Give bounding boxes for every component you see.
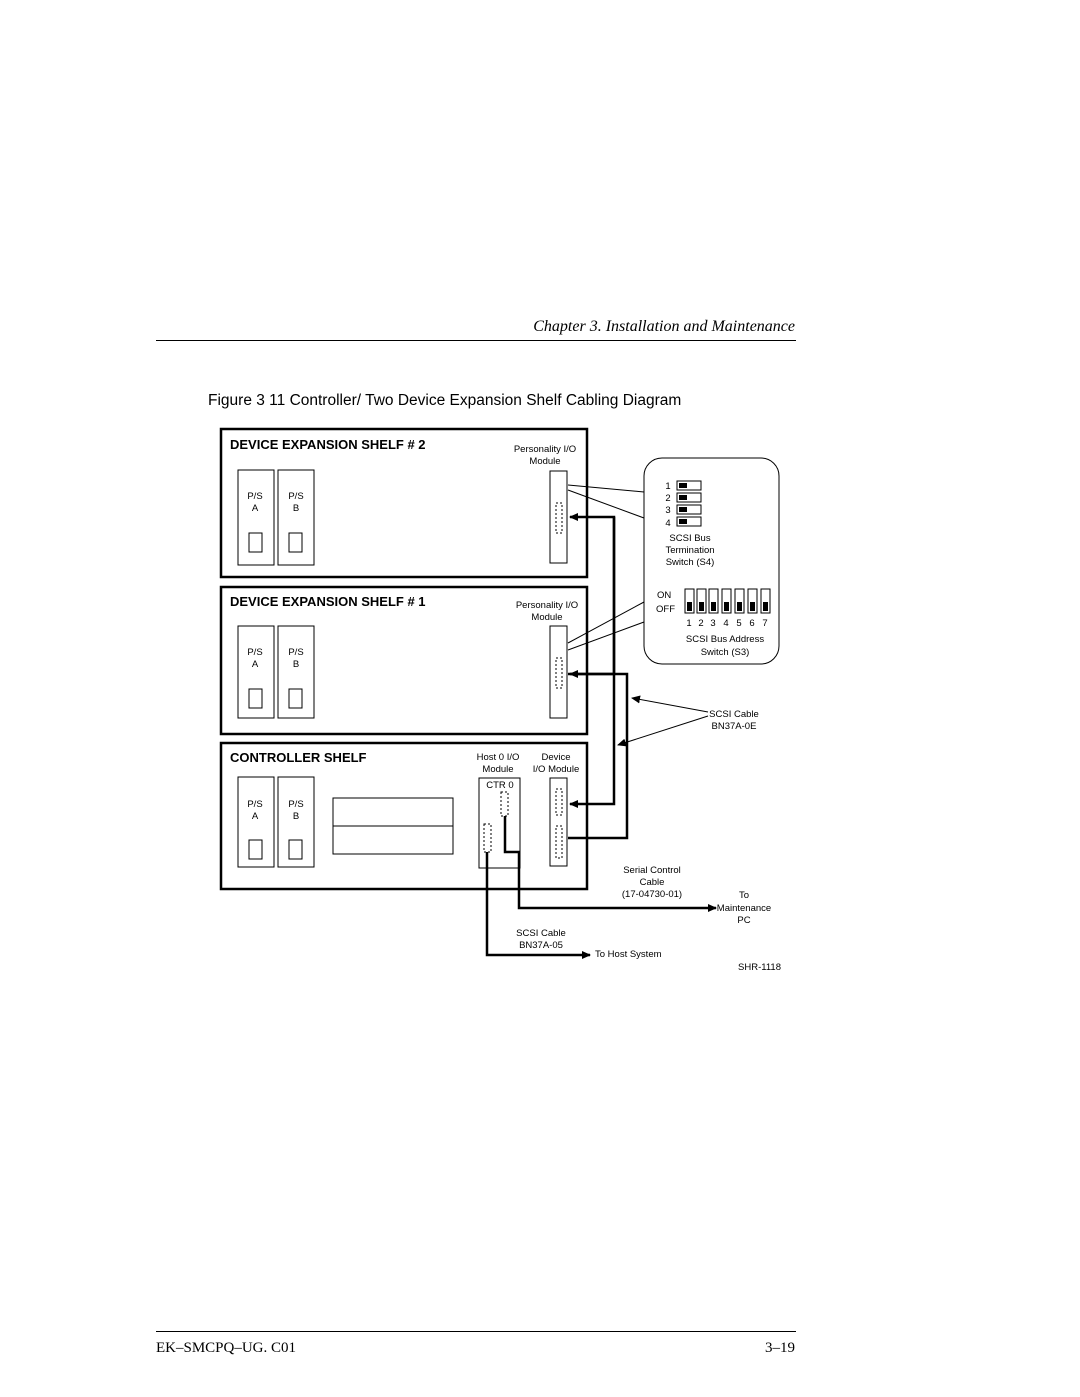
shelf-1-psu-a (238, 626, 274, 718)
s4-switch-number: 2 (665, 493, 671, 504)
page-number: 3–19 (765, 1340, 795, 1356)
s3-switch-number: 1 (686, 618, 692, 629)
doc-number: EK–SMCPQ–UG. C01 (156, 1340, 297, 1356)
controller-psu-a (238, 777, 274, 867)
power-socket-icon (249, 840, 262, 859)
psu-label: P/S (288, 799, 304, 810)
psu-label: P/S (247, 799, 263, 810)
power-socket-icon (289, 840, 302, 859)
shelf-1-title: DEVICE EXPANSION SHELF # 1 (230, 594, 426, 609)
psu-label: B (292, 503, 300, 514)
s4-switch-number: 4 (665, 518, 671, 529)
s3-switch-number: 3 (710, 618, 716, 629)
psu-label: B (292, 659, 300, 670)
scsi-cable-0e-label: SCSI Cable (709, 709, 759, 720)
scsi-cable-callout-line (632, 698, 708, 712)
scsi-cable-05-label: SCSI Cable (516, 928, 566, 939)
scsi-cable-shelf1-to-shelf2 (568, 517, 614, 674)
figure-id: SHR-1118 (738, 962, 781, 973)
s4-label: Termination (665, 545, 715, 556)
to-maintenance-pc-label: Maintenance (716, 903, 772, 914)
psu-label: A (251, 659, 259, 670)
serial-cable-label: Serial Control (623, 865, 681, 876)
shelf-2-personality-module (550, 471, 567, 563)
s3-label: SCSI Bus Address (685, 634, 765, 645)
callout-leader (568, 602, 644, 643)
psu-label: P/S (288, 491, 304, 502)
scsi-cable-05-label: BN37A-05 (519, 940, 563, 951)
scsi-cable-callout-line (618, 716, 708, 745)
s4-switch-number: 1 (665, 481, 671, 492)
power-socket-icon (249, 533, 262, 552)
shelf-1-personality-label: Module (531, 612, 563, 623)
psu-label: B (292, 811, 300, 822)
scsi-cable-device-io (570, 517, 614, 804)
shelf-1-personality-module (550, 626, 567, 718)
power-socket-icon (289, 533, 302, 552)
footer-rule (156, 1331, 796, 1332)
s3-switch-number: 2 (698, 618, 704, 629)
scsi-cable-controller-to-shelf1 (568, 674, 627, 838)
device-io-label: Device (541, 752, 571, 763)
controller-psu-b (278, 777, 314, 867)
s3-switch-number: 6 (749, 618, 755, 629)
to-maintenance-pc-label: To (738, 890, 750, 901)
host-io-label: Host 0 I/O (476, 752, 520, 763)
s3-address-switch (685, 589, 770, 613)
callout-leader (568, 485, 644, 492)
s3-label: Switch (S3) (700, 647, 750, 658)
s3-switch-number: 7 (762, 618, 768, 629)
figure-caption: Figure 3 11 Controller/ Two Device Expansion Shelf Cabling Diagram (208, 392, 682, 409)
shelf-1-personality-label: Personality I/O (515, 600, 579, 611)
psu-label: A (251, 503, 259, 514)
to-maintenance-pc-label: PC (737, 915, 751, 926)
callout-leader (568, 490, 644, 518)
psu-label: A (251, 811, 259, 822)
shelf-2-personality-label: Personality I/O (513, 444, 577, 455)
callout-leader (568, 622, 644, 650)
shelf-2-psu-a (238, 470, 274, 565)
serial-cable-label: (17-04730-01) (621, 889, 683, 900)
device-io-module (550, 778, 567, 866)
shelf-2-title: DEVICE EXPANSION SHELF # 2 (230, 437, 426, 452)
chapter-header: Chapter 3. Installation and Maintenance (533, 318, 795, 335)
to-host-system-label: To Host System (595, 949, 662, 960)
s3-switch-number: 4 (723, 618, 729, 629)
psu-label: P/S (288, 647, 304, 658)
s4-termination-switch (665, 481, 701, 529)
s4-label: Switch (S4) (665, 557, 715, 568)
serial-control-cable (505, 816, 716, 908)
shelf-2-psu-b (278, 470, 314, 565)
device-io-label: I/O Module (532, 764, 580, 775)
s4-label: SCSI Bus (669, 533, 711, 544)
s3-switch-number: 5 (736, 618, 742, 629)
controller-ctr0-module (479, 778, 520, 868)
scsi-cable-0e-label: BN37A-0E (711, 721, 757, 732)
power-socket-icon (289, 689, 302, 708)
psu-label: P/S (247, 491, 263, 502)
controller-shelf-title: CONTROLLER SHELF (230, 750, 367, 765)
on-label: ON (657, 590, 672, 601)
shelf-2-personality-label: Module (529, 456, 561, 467)
host-io-label: Module (482, 764, 514, 775)
psu-label: P/S (247, 647, 263, 658)
shelf-1-psu-b (278, 626, 314, 718)
ctr0-label: CTR 0 (486, 780, 514, 791)
s4-switch-number: 3 (665, 505, 671, 516)
scsi-cable-controller-to-shelf1 (568, 674, 614, 804)
off-label: OFF (656, 604, 675, 615)
power-socket-icon (249, 689, 262, 708)
serial-cable-label: Cable (639, 877, 665, 888)
